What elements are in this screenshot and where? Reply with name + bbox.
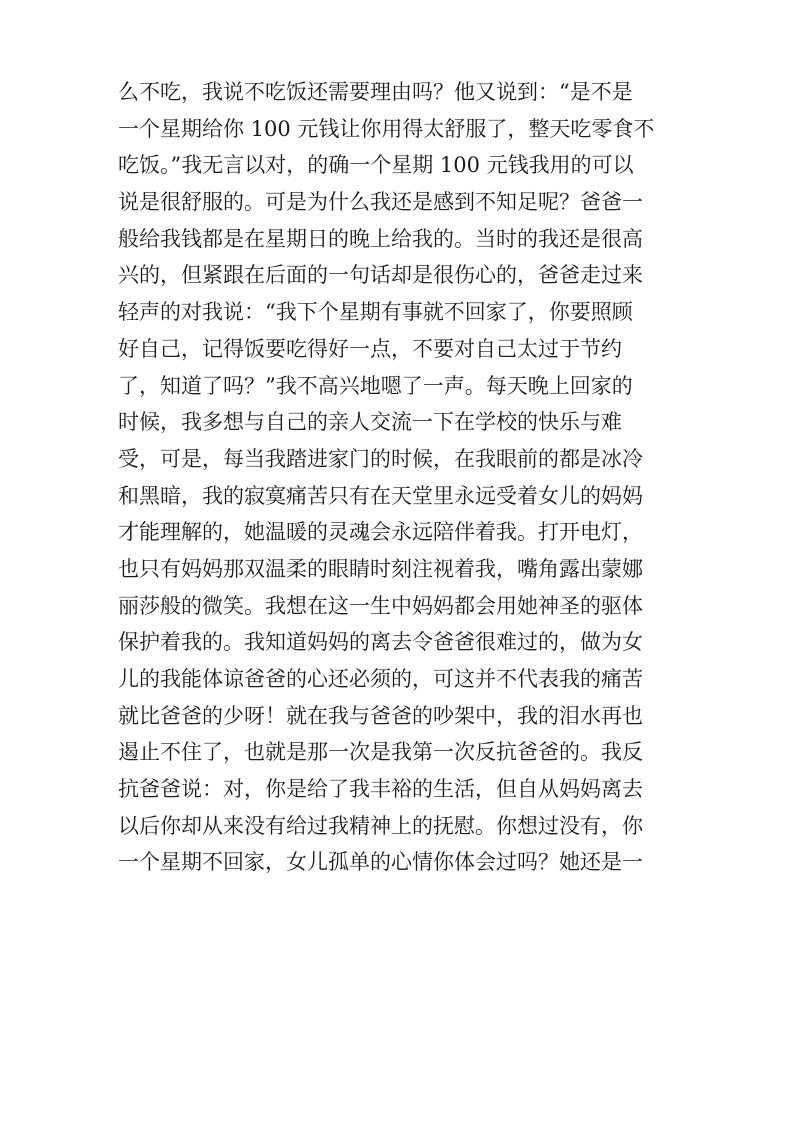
text-line: 保护着我的。我知道妈妈的离去令爸爸很难过的，做为女 (118, 630, 643, 655)
text-line: 以后你却从来没有给过我精神上的抚慰。你想过没有，你 (118, 813, 643, 838)
text-line: 么不吃，我说不吃饭还需要理由吗？他又说到：“是不是 (118, 80, 633, 104)
text-line: 轻声的对我说：“我下个星期有事就不回家了，你要照顾 (118, 300, 633, 325)
text-line: 和黑暗，我的寂寞痛苦只有在天堂里永远受着女儿的妈妈 (118, 483, 643, 508)
text-line: 了，知道了吗？”我不高兴地嗯了一声。每天晚上回家的 (118, 373, 633, 398)
text-line: 一个星期给你 100 元钱让你用得太舒服了，整天吃零食不 (118, 116, 655, 141)
text-line: 说是很舒服的。可是为什么我还是感到不知足呢？爸爸一 (118, 190, 643, 215)
text-line: 一个星期不回家，女儿孤单的心情你体会过吗？她还是一 (118, 850, 643, 875)
text-line: 儿的我能体谅爸爸的心还必须的，可这并不代表我的痛苦 (118, 667, 643, 691)
text-line: 好自己，记得饭要吃得好一点，不要对自己太过于节约 (118, 336, 622, 361)
text-line: 兴的，但紧跟在后面的一句话却是很伤心的，爸爸走过来 (118, 263, 643, 288)
text-line: 抗爸爸说：对，你是给了我丰裕的生活，但自从妈妈离去 (118, 777, 643, 802)
text-line: 遏止不住了，也就是那一次是我第一次反抗爸爸的。我反 (118, 740, 643, 765)
text-line: 时候，我多想与自己的亲人交流一下在学校的快乐与难 (118, 410, 622, 435)
text-line: 吃饭。”我无言以对，的确一个星期 100 元钱我用的可以 (118, 153, 634, 178)
body-text (118, 74, 658, 881)
text-line: 才能理解的，她温暖的灵魂会永远陪伴着我。打开电灯， (118, 520, 643, 545)
text-line: 受，可是，每当我踏进家门的时候，在我眼前的都是冰冷 (118, 446, 643, 471)
text-line: 般给我钱都是在星期日的晚上给我的。当时的我还是很高 (118, 226, 643, 251)
text-line: 就比爸爸的少呀！就在我与爸爸的吵架中，我的泪水再也 (118, 703, 643, 728)
text-line: 也只有妈妈那双温柔的眼睛时刻注视着我，嘴角露出蒙娜 (118, 556, 643, 581)
text-line: 丽莎般的微笑。我想在这一生中妈妈都会用她神圣的驱体 (118, 593, 643, 618)
